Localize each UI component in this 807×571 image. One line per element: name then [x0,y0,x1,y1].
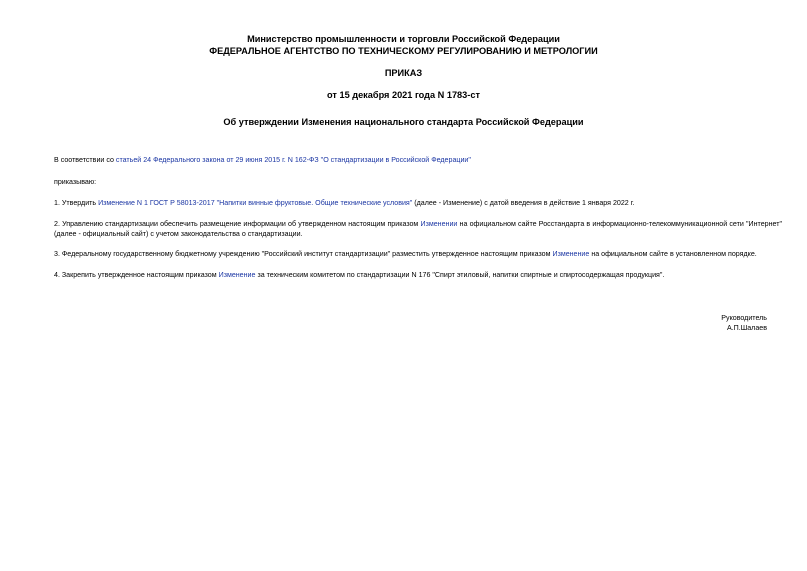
paragraph-decree: приказываю: [54,178,97,186]
paragraph-item-3-prefix: 3. Федеральному государственному бюджетному учреждению "Российский институт стандартизации" разместить утвержденное настоящим приказом [54,250,553,258]
paragraph-item-1-prefix: 1. Утвердить [54,199,99,207]
paragraph-item-3 [40,249,782,259]
paragraph-item-4-prefix: 4. Закрепить утвержденное настоящим приказом [54,271,219,279]
order-subject: Об утверждении Изменения национального стандарта Российской Федерации [223,117,584,127]
paragraph-item-2-suffix: на официальном сайте Росстандарта в информационно-телекоммуникационной сети "Интернет" (далее - официальный сайт) с учетом законодательства о стандартизации. [54,220,782,238]
order-date: от 15 декабря 2021 года N 1783-ст [327,90,480,100]
order-heading: ПРИКАЗ [384,68,423,78]
paragraph-basis-prefix: В соответствии со [54,156,116,164]
paragraph-item-3-suffix: на официальном сайте в установленном порядке. [589,250,757,258]
signature-title: Руководитель [721,314,767,322]
signature-name: А.П.Шалаев [726,324,767,332]
amendment-link-4[interactable]: Изменение [218,271,256,279]
amendment-link-2[interactable]: Изменении [420,220,458,228]
paragraph-basis [40,155,782,165]
paragraph-item-2-prefix: 2. Управлению стандартизации обеспечить размещение информации об утвержденном настоящим приказом [54,220,421,228]
paragraph-item-1-suffix: (далее - Изменение) с датой введения в действие 1 января 2022 г. [412,199,635,207]
paragraph-item-2 [40,219,782,239]
paragraph-item-1 [40,198,782,208]
gost-amendment-link[interactable]: Изменение N 1 ГОСТ Р 58013-2017 "Напитки винные фруктовые. Общие технические условия" [98,199,413,207]
paragraph-item-4 [40,270,782,280]
federal-law-link[interactable]: статьей 24 Федерального закона от 29 июня 2015 г. N 162-ФЗ "О стандартизации в Российской Федерации" [115,156,471,164]
ministry-heading: Министерство промышленности и торговли Российской Федерации [247,34,560,44]
amendment-link-3[interactable]: Изменение [552,250,590,258]
agency-heading: ФЕДЕРАЛЬНОЕ АГЕНТСТВО ПО ТЕХНИЧЕСКОМУ РЕГУЛИРОВАНИЮ И МЕТРОЛОГИИ [209,46,598,56]
paragraph-item-4-suffix: за техническим комитетом по стандартизации N 176 "Спирт этиловый, напитки спиртные и спиртосодержащая продукция". [255,271,665,279]
